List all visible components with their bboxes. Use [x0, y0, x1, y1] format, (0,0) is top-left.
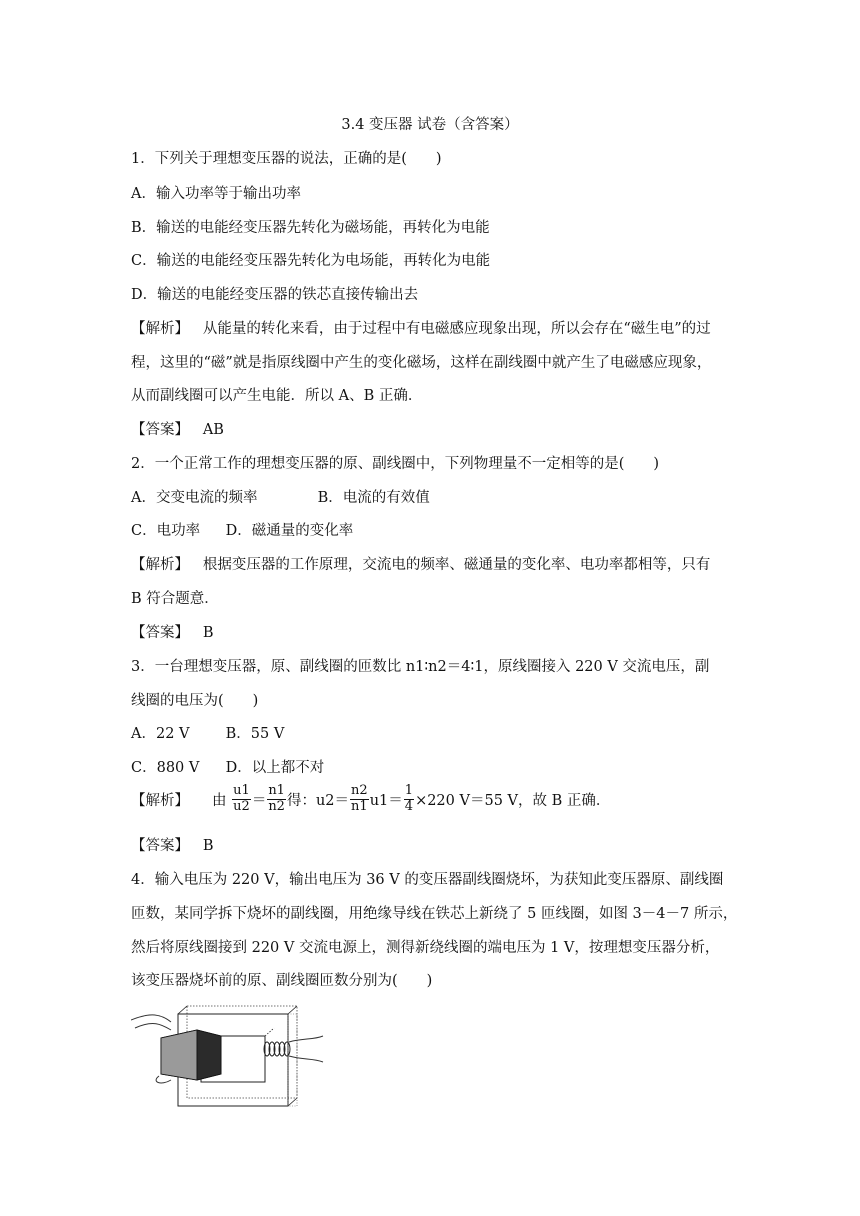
q1-option-a: A．输入功率等于输出功率	[131, 186, 301, 202]
fraction-u1-u2	[232, 784, 251, 815]
fraction-n1-n2	[267, 784, 286, 815]
q1-option-b: B．输送的电能经变压器先转化为磁场能，再转化为电能	[131, 220, 490, 236]
q1-answer-value: AB	[202, 422, 224, 438]
q1-analysis	[131, 317, 711, 338]
q2-stem: 2．一个正常工作的理想变压器的原、副线圈中，下列物理量不一定相等的是( )	[131, 456, 660, 472]
q3-analysis-suffix: ×220 V＝55 V，故 B 正确．	[415, 792, 611, 809]
q3-option-d: D．以上都不对	[225, 760, 325, 776]
q3-analysis-mid: 得：u2＝	[286, 792, 350, 809]
equals-sign: ＝	[251, 792, 267, 809]
document-title: 3.4 变压器 试卷（含答案）	[341, 117, 519, 133]
q3-answer-value: B	[202, 838, 214, 854]
q1-stem: 1．下列关于理想变压器的说法，正确的是( )	[131, 151, 442, 167]
fraction-numerator: n2	[351, 783, 368, 798]
q3-stem-line-1: 3．一台理想变压器，原、副线圈的匝数比 n1∶n2＝4∶1，原线圈接入 220 V 交流电压，副	[131, 659, 710, 675]
q3-options-row-1	[131, 722, 284, 743]
q2-analysis-line-1: 根据变压器的工作原理，交流电的频率、磁通量的变化率、电功率都相等，只有	[202, 557, 711, 573]
fraction-numerator: n1	[268, 783, 285, 798]
q2-answer	[131, 621, 213, 642]
q2-option-c: C．电功率	[131, 523, 201, 539]
answer-tag: 【答案】	[131, 422, 189, 438]
answer-tag: 【答案】	[131, 625, 189, 641]
q4-stem-line-4: 该变压器烧坏前的原、副线圈匝数分别为( )	[131, 973, 433, 989]
q4-stem-line-2: 匝数，某同学拆下烧坏的副线圈，用绝缘导线在铁芯上新绕了 5 匝线圈，如图 3－4－7 所示，	[131, 906, 738, 922]
q4-stem-line-1: 4．输入电压为 220 V，输出电压为 36 V 的变压器副线圈烧坏，为获知此变压器原、副线圈	[131, 872, 724, 888]
fraction-numerator: 1	[404, 783, 414, 798]
q2-answer-value: B	[202, 625, 214, 641]
q3-option-c: C．880 V	[131, 760, 200, 776]
q2-option-a: A．交变电流的频率	[131, 490, 258, 506]
q2-options-row-1	[131, 486, 430, 507]
fraction-1-4	[404, 784, 414, 815]
fraction-n2-n1	[350, 784, 369, 815]
analysis-tag: 【解析】	[131, 321, 189, 337]
q1-option-c: C．输送的电能经变压器先转化为电场能，再转化为电能	[131, 253, 491, 269]
q4-stem-line-3: 然后将原线圈接到 220 V 交流电源上，测得新绕线圈的端电压为 1 V，按理想变压器分析，	[131, 940, 720, 956]
q3-stem-line-2: 线圈的电压为( )	[131, 693, 259, 709]
q3-analysis-mid2: u1＝	[369, 792, 403, 809]
fraction-numerator: u1	[233, 783, 250, 798]
q3-option-a: A．22 V	[131, 726, 190, 742]
q2-analysis	[131, 553, 710, 574]
fraction-denominator: n1	[351, 798, 368, 814]
fraction-denominator: n2	[268, 798, 285, 814]
fraction-denominator: 4	[404, 798, 414, 814]
q3-answer	[131, 834, 213, 855]
q1-analysis-line-1: 从能量的转化来看，由于过程中有电磁感应现象出现，所以会存在“磁生电”的过	[202, 321, 711, 337]
answer-tag: 【答案】	[131, 838, 189, 854]
fraction-denominator: u2	[233, 798, 250, 814]
q2-option-d: D．磁通量的变化率	[225, 523, 354, 539]
q2-options-row-2	[131, 519, 353, 540]
q3-option-b: B．55 V	[225, 726, 285, 742]
q3-analysis-prefix: 由	[212, 792, 227, 809]
q2-option-b: B．电流的有效值	[317, 490, 430, 506]
q2-analysis-line-2: B 符合题意．	[131, 591, 219, 607]
q3-analysis	[131, 784, 610, 815]
q1-answer	[131, 418, 224, 439]
q1-analysis-line-3: 从而副线圈可以产生电能．所以 A、B 正确．	[131, 388, 423, 404]
transformer-figure	[131, 1002, 331, 1108]
analysis-tag: 【解析】	[131, 792, 189, 809]
q1-analysis-line-2: 程，这里的“磁”就是指原线圈中产生的变化磁场，这样在副线圈中就产生了电磁感应现象，	[131, 355, 712, 371]
q1-option-d: D．输送的电能经变压器的铁芯直接传输出去	[131, 287, 419, 303]
analysis-tag: 【解析】	[131, 557, 189, 573]
q3-options-row-2	[131, 756, 324, 777]
